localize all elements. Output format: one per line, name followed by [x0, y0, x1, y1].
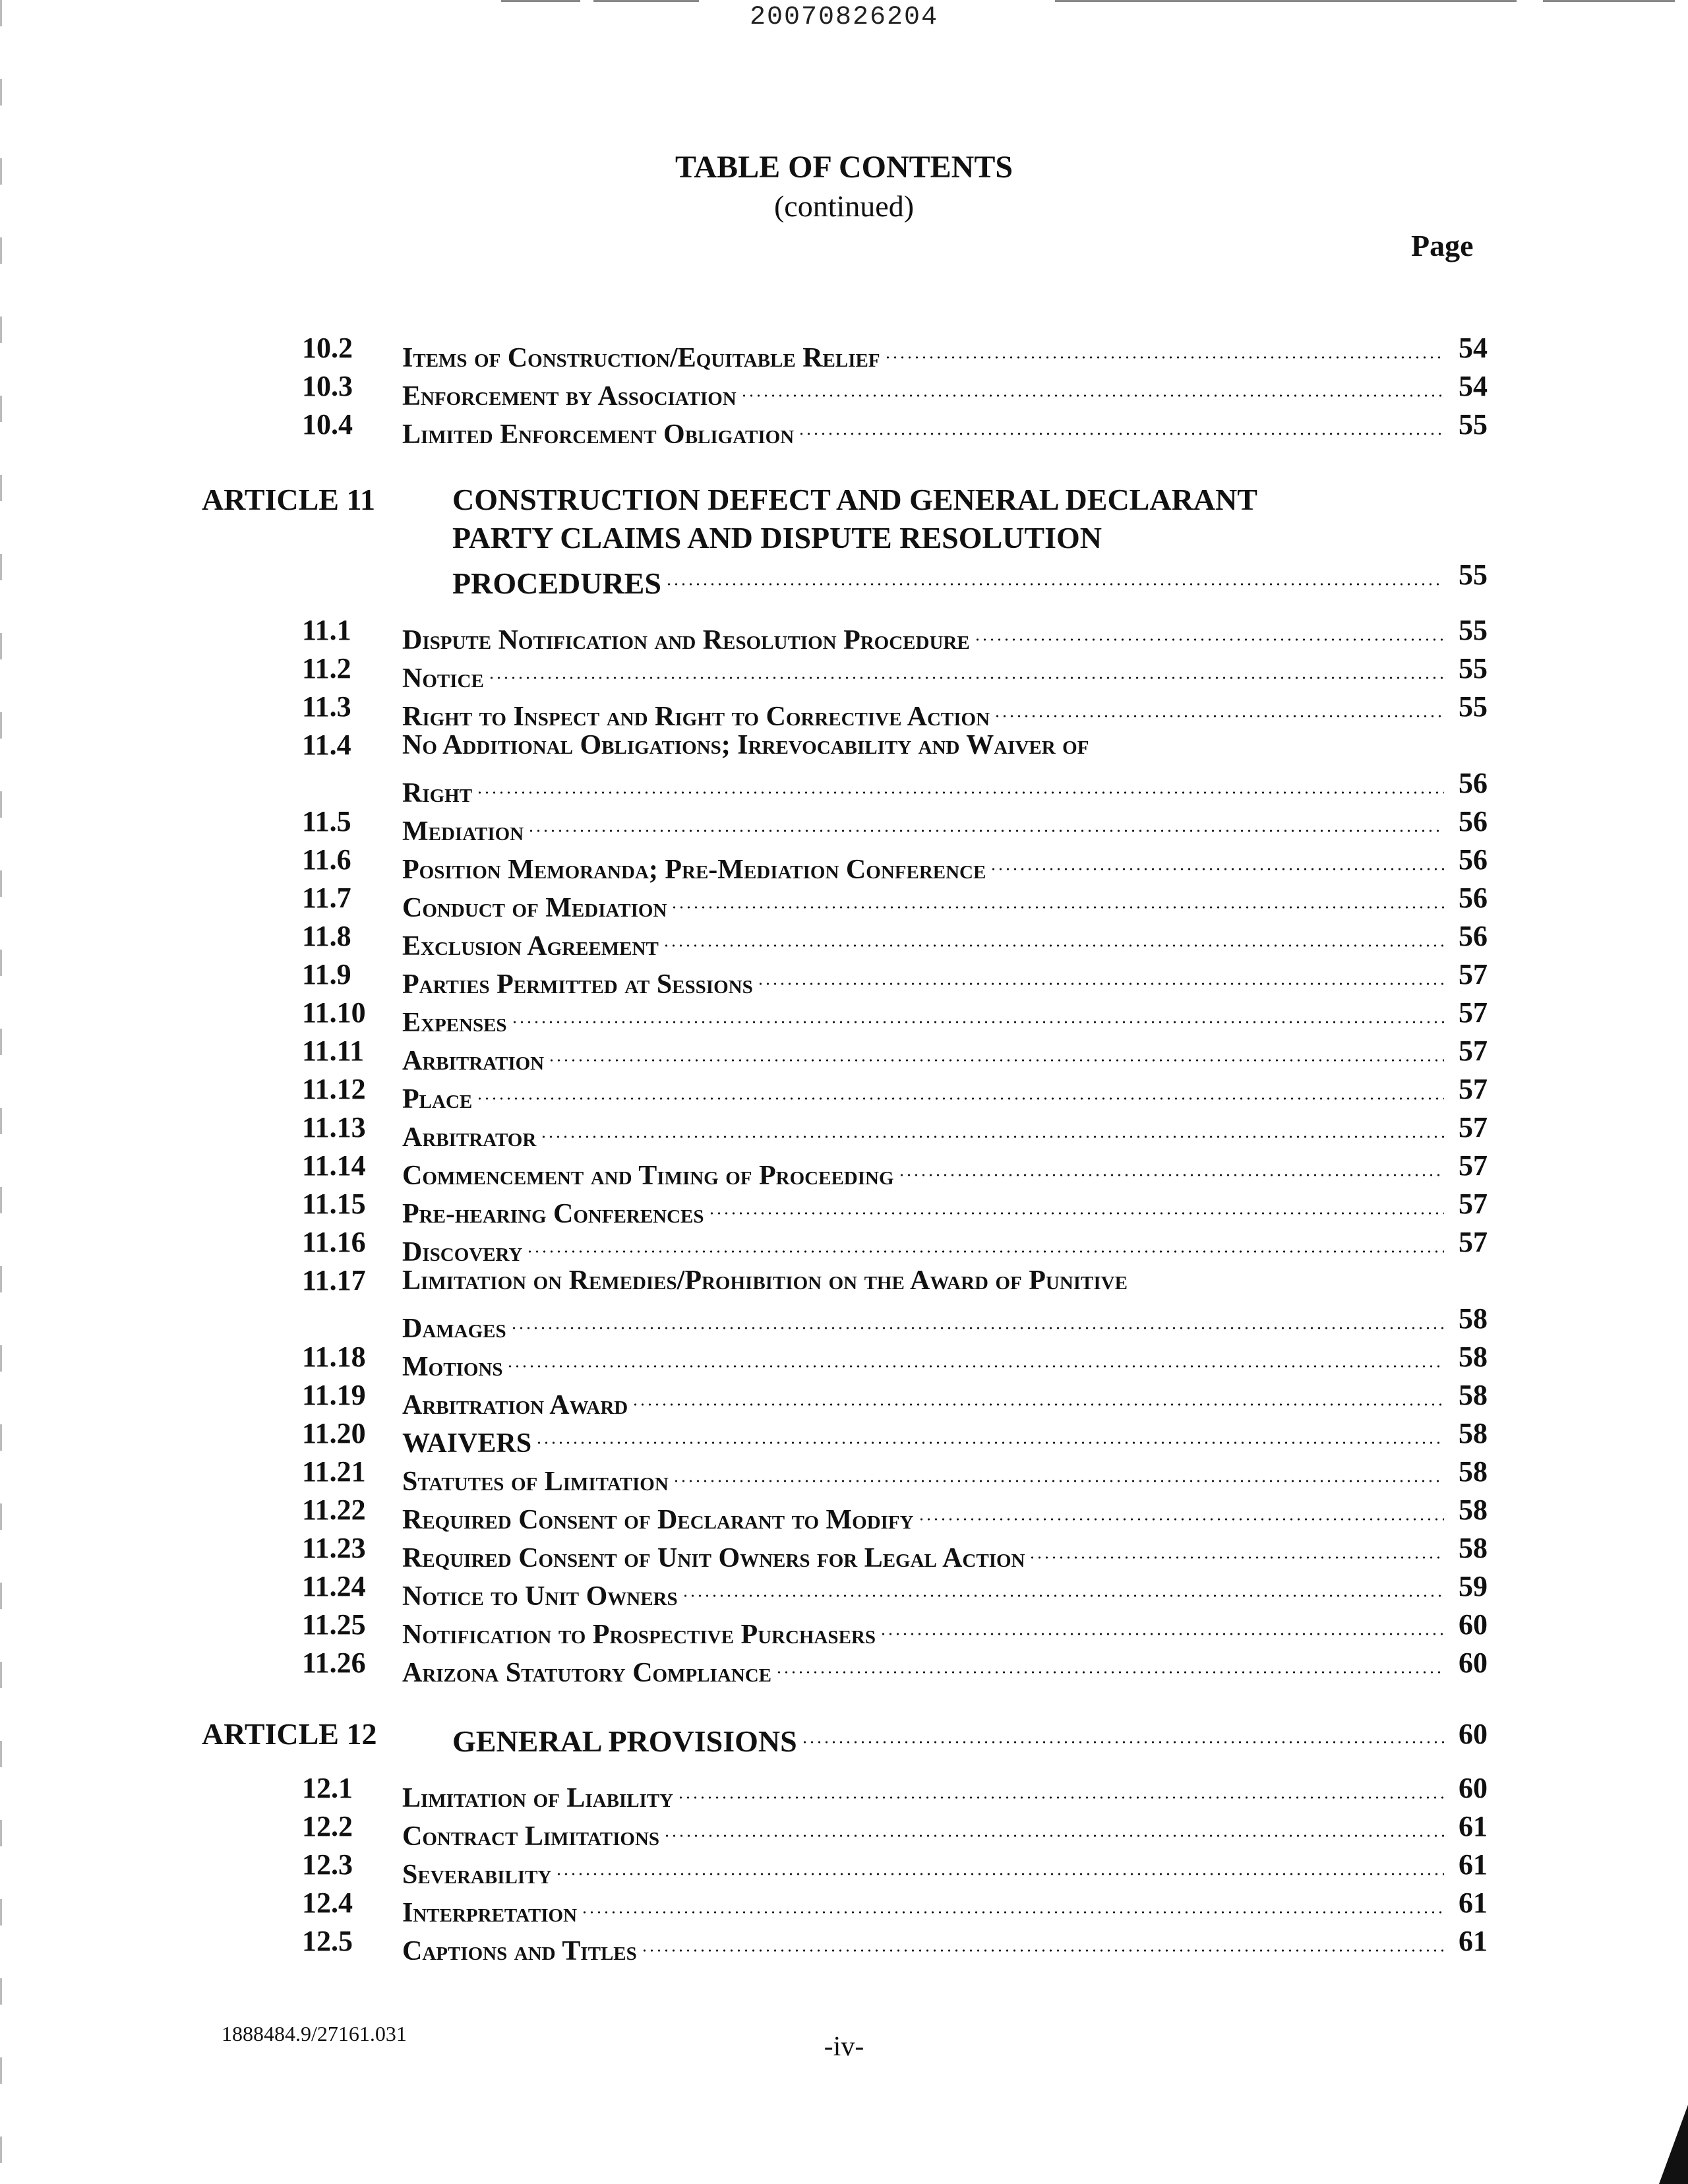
entry-11-5-number: 11.5 — [302, 805, 351, 837]
article-11-label: ARTICLE 11 — [202, 483, 375, 516]
entry-11-18-page: 58 — [1459, 1341, 1488, 1373]
dot-leader — [511, 994, 1444, 1031]
entry-11-4-title-line1: No Additional Obligations; Irrevocability and Waiver of — [402, 730, 1089, 760]
entry-12-4-title: Interpretation — [402, 1898, 578, 1928]
entry-11-15-number: 11.15 — [302, 1188, 366, 1220]
entry-11-15-page: 57 — [1459, 1188, 1488, 1220]
entry-11-2-title: Notice — [402, 663, 484, 694]
entry-12-4-number: 12.4 — [302, 1887, 353, 1919]
entry-11-17-number: 11.17 — [302, 1264, 366, 1296]
entry-12-5-number: 12.5 — [302, 1925, 353, 1957]
entry-10-4-number: 10.4 — [302, 408, 353, 440]
entry-10-2-page: 54 — [1459, 332, 1488, 364]
article-12-title — [452, 1714, 1444, 1760]
entry-11-3-title-row — [402, 688, 1444, 735]
entry-11-16-page: 57 — [1459, 1226, 1488, 1258]
entry-11-25-page: 60 — [1459, 1608, 1488, 1641]
entry-11-23-page: 58 — [1459, 1532, 1488, 1564]
dot-leader — [884, 330, 1444, 367]
entry-11-2-page: 55 — [1459, 652, 1488, 684]
entry-11-5-page: 56 — [1459, 805, 1488, 837]
entry-11-24-title: Notice to Unit Owners — [402, 1581, 678, 1612]
dot-leader — [673, 1453, 1444, 1490]
entry-11-4-title-text: Right — [402, 778, 473, 808]
entry-11-8-number: 11.8 — [302, 920, 351, 952]
article-11-title-line2: PARTY CLAIMS AND DISPUTE RESOLUTION — [452, 521, 1102, 555]
entry-11-26-page: 60 — [1459, 1647, 1488, 1679]
dot-leader — [535, 1415, 1444, 1452]
dot-leader — [540, 1109, 1444, 1146]
dot-leader — [801, 1714, 1444, 1751]
dot-leader — [798, 406, 1444, 443]
entry-12-2-title: Contract Limitations — [402, 1821, 660, 1852]
article-12-title-text: GENERAL PROVISIONS — [452, 1724, 797, 1758]
recording-number: 20070826204 — [749, 3, 939, 32]
entry-11-17-title-line1: Limitation on Remedies/Prohibition on the Award of Punitive — [402, 1265, 1128, 1296]
entry-11-16-title: Discovery — [402, 1237, 523, 1267]
entry-10-4-title: Limited Enforcement Obligation — [402, 419, 795, 450]
entry-11-10-title: Expenses — [402, 1008, 507, 1038]
dot-leader — [555, 1846, 1444, 1883]
dot-leader — [990, 841, 1444, 878]
dot-leader — [526, 1224, 1444, 1261]
entry-11-14-page: 57 — [1459, 1149, 1488, 1182]
entry-11-5-title: Mediation — [402, 816, 524, 847]
entry-11-9-title: Parties Permitted at Sessions — [402, 969, 753, 1000]
entry-11-15-title: Pre-hearing Conferences — [402, 1199, 704, 1229]
entry-12-3-title: Severability — [402, 1860, 552, 1890]
entry-11-1-page: 55 — [1459, 614, 1488, 646]
dot-leader — [506, 1339, 1444, 1376]
entry-11-24-number: 11.24 — [302, 1570, 366, 1602]
entry-11-13-number: 11.13 — [302, 1111, 366, 1143]
entry-11-18-number: 11.18 — [302, 1341, 366, 1373]
entry-11-7-number: 11.7 — [302, 882, 351, 914]
dot-leader — [677, 1770, 1444, 1807]
article-12-page: 60 — [1459, 1718, 1488, 1750]
dot-leader — [488, 650, 1444, 687]
entry-11-8-page: 56 — [1459, 920, 1488, 952]
entry-10-3-number: 10.3 — [302, 370, 353, 402]
entry-12-3-number: 12.3 — [302, 1848, 353, 1881]
dot-leader — [918, 1492, 1444, 1529]
entry-11-21-title: Statutes of Limitation — [402, 1467, 669, 1497]
article-11-title-line1: CONSTRUCTION DEFECT AND GENERAL DECLARANT — [452, 483, 1257, 516]
entry-11-19-number: 11.19 — [302, 1379, 366, 1411]
entry-11-25-number: 11.25 — [302, 1608, 366, 1641]
entry-11-20-title: WAIVERS — [402, 1428, 532, 1459]
entry-11-13-page: 57 — [1459, 1111, 1488, 1143]
article-11-title-line3 — [452, 557, 1444, 602]
entry-12-5-page: 61 — [1459, 1925, 1488, 1957]
entry-11-1-title: Dispute Notification and Resolution Procedure — [402, 625, 970, 655]
entry-11-26-title-row — [402, 1645, 1444, 1691]
dot-leader — [880, 1606, 1444, 1643]
entry-11-7-title: Conduct of Mediation — [402, 893, 667, 923]
entry-11-6-title: Position Memoranda; Pre-Mediation Conference — [402, 855, 986, 885]
entry-11-23-title: Required Consent of Unit Owners for Legal Action — [402, 1543, 1025, 1573]
entry-11-23-number: 11.23 — [302, 1532, 366, 1564]
article-12-label: ARTICLE 12 — [202, 1717, 377, 1751]
entry-11-17-page: 58 — [1459, 1302, 1488, 1335]
entry-11-22-page: 58 — [1459, 1494, 1488, 1526]
article-11-page: 55 — [1459, 559, 1488, 591]
entry-11-21-number: 11.21 — [302, 1455, 366, 1488]
dot-leader — [548, 1033, 1444, 1070]
page-column-heading: Page — [1411, 229, 1474, 262]
dot-leader — [581, 1885, 1444, 1922]
entry-11-12-number: 11.12 — [302, 1073, 366, 1105]
entry-11-10-number: 11.10 — [302, 996, 366, 1029]
entry-10-4-title-row — [402, 406, 1444, 453]
entry-11-17-title-text: Damages — [402, 1314, 506, 1344]
entry-11-14-number: 11.14 — [302, 1149, 366, 1182]
dot-leader — [994, 688, 1444, 725]
document-id: 1888484.9/27161.031 — [222, 2022, 407, 2046]
entry-11-13-title: Arbitrator — [402, 1122, 537, 1153]
entry-10-2-number: 10.2 — [302, 332, 353, 364]
entry-11-14-title: Commencement and Timing of Proceeding — [402, 1161, 894, 1191]
dot-leader — [663, 918, 1444, 955]
entry-11-7-page: 56 — [1459, 882, 1488, 914]
article-11-title-text: PROCEDURES — [452, 566, 661, 600]
dot-leader — [775, 1645, 1444, 1682]
dot-leader — [528, 803, 1444, 840]
toc-subtitle: (continued) — [773, 189, 915, 223]
entry-12-2-page: 61 — [1459, 1810, 1488, 1842]
dot-leader — [740, 368, 1444, 405]
entry-10-2-title: Items of Construction/Equitable Relief — [402, 343, 880, 373]
entry-11-4-number: 11.4 — [302, 729, 351, 761]
entry-10-3-title: Enforcement by Association — [402, 381, 737, 411]
entry-12-1-number: 12.1 — [302, 1772, 353, 1804]
entry-11-8-title: Exclusion Agreement — [402, 931, 659, 961]
entry-11-26-title: Arizona Statutory Compliance — [402, 1658, 771, 1688]
entry-10-3-page: 54 — [1459, 370, 1488, 402]
entry-11-16-number: 11.16 — [302, 1226, 366, 1258]
entry-11-4-page: 56 — [1459, 767, 1488, 799]
entry-11-26-number: 11.26 — [302, 1647, 366, 1679]
dot-leader — [632, 1377, 1444, 1414]
page-number: -iv- — [824, 2032, 864, 2062]
entry-11-16-title-row — [402, 1224, 1444, 1271]
dot-leader — [671, 880, 1444, 917]
entry-11-21-page: 58 — [1459, 1455, 1488, 1488]
entry-11-11-number: 11.11 — [302, 1035, 365, 1067]
dot-leader — [476, 765, 1444, 802]
entry-11-24-page: 59 — [1459, 1570, 1488, 1602]
dot-leader — [510, 1300, 1444, 1337]
entry-12-2-number: 12.2 — [302, 1810, 353, 1842]
entry-11-9-page: 57 — [1459, 958, 1488, 990]
entry-11-11-title: Arbitration — [402, 1046, 545, 1076]
corner-mark — [1659, 2105, 1688, 2184]
entry-11-3-title: Right to Inspect and Right to Corrective Action — [402, 702, 990, 732]
entry-11-6-number: 11.6 — [302, 843, 351, 876]
entry-12-4-page: 61 — [1459, 1887, 1488, 1919]
toc-title: TABLE OF CONTENTS — [675, 150, 1013, 185]
entry-11-1-number: 11.1 — [302, 614, 351, 646]
dot-leader — [974, 612, 1444, 649]
entry-11-12-title: Place — [402, 1084, 473, 1114]
dot-leader — [641, 1923, 1444, 1960]
entry-11-20-number: 11.20 — [302, 1417, 366, 1449]
entry-12-3-page: 61 — [1459, 1848, 1488, 1881]
entry-12-5-title-row — [402, 1923, 1444, 1970]
entry-11-25-title: Notification to Prospective Purchasers — [402, 1620, 876, 1650]
dot-leader — [682, 1568, 1444, 1605]
entry-11-22-number: 11.22 — [302, 1494, 366, 1526]
entry-11-19-page: 58 — [1459, 1379, 1488, 1411]
entry-10-4-page: 55 — [1459, 408, 1488, 440]
entry-11-20-page: 58 — [1459, 1417, 1488, 1449]
dot-leader — [757, 956, 1444, 993]
dot-leader — [708, 1186, 1444, 1223]
entry-12-5-title: Captions and Titles — [402, 1936, 637, 1966]
dot-leader — [476, 1071, 1444, 1108]
entry-11-18-title: Motions — [402, 1352, 503, 1382]
dot-leader — [663, 1808, 1444, 1845]
entry-11-12-page: 57 — [1459, 1073, 1488, 1105]
entry-11-19-title: Arbitration Award — [402, 1390, 628, 1420]
entry-11-6-page: 56 — [1459, 843, 1488, 876]
entry-11-22-title: Required Consent of Declarant to Modify — [402, 1505, 914, 1535]
entry-11-3-number: 11.3 — [302, 690, 351, 723]
entry-11-11-page: 57 — [1459, 1035, 1488, 1067]
entry-12-1-title: Limitation of Liability — [402, 1783, 674, 1813]
dot-leader — [898, 1147, 1444, 1184]
dot-leader — [1029, 1530, 1444, 1567]
entry-11-2-number: 11.2 — [302, 652, 351, 684]
dot-leader — [665, 557, 1444, 593]
entry-11-10-page: 57 — [1459, 996, 1488, 1029]
entry-11-9-number: 11.9 — [302, 958, 351, 990]
entry-11-3-page: 55 — [1459, 690, 1488, 723]
entry-12-1-page: 60 — [1459, 1772, 1488, 1804]
